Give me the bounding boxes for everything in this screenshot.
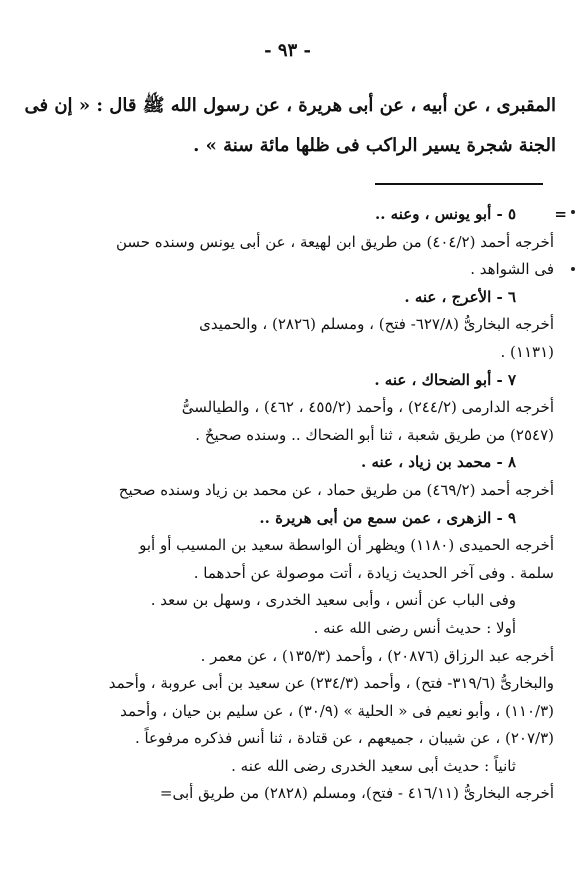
footnote-line: وفى الباب عن أنس ، وأبى سعيد الخدرى ، وسهل بن سعد . xyxy=(150,591,516,610)
footnote-line: أخرجه أحمد (٤٦٩/٢) من طريق حماد ، عن محمد بن زياد وسنده صحيح xyxy=(118,480,554,499)
footnote-continuation-mark: = xyxy=(554,205,567,223)
footnote-line: (١١٣١) . xyxy=(500,342,554,361)
edge-mark xyxy=(571,210,575,214)
footnote-line: أخرجه البخارىُّ (٤١٦/١١ - فتح)، ومسلم (٢٨٢٨) من طريق أبى= xyxy=(159,784,554,803)
footnote-line: أخرجه الحميدى (١١٨٠) ويظهر أن الواسطة سعيد بن المسيب أو أبو xyxy=(139,536,554,555)
footnote-separator xyxy=(375,183,543,185)
main-text xyxy=(24,86,556,166)
main-text-line: الجنة شجرة يسير الراكب فى ظلها مائة سنة » . xyxy=(193,135,556,156)
footnote-line: أخرجه البخارىُّ (٦٢٧/٨- فتح) ، ومسلم (٢٨٢٦) ، والحميدى xyxy=(199,315,554,334)
footnote-line: ثانياً : حديث أبى سعيد الخدرى رضى الله عنه . xyxy=(231,756,516,775)
footnote-line: أخرجه عبد الرزاق (٢٠٨٧٦) ، وأحمد (١٣٥/٣) ، عن معمر . xyxy=(200,646,554,665)
footnote-line: أخرجه أحمد (٤٠٤/٢) من طريق ابن لهيعة ، عن أبى يونس وسنده حسن xyxy=(115,232,554,251)
footnotes xyxy=(24,201,554,808)
page-number: - ٩٣ - xyxy=(264,40,311,61)
footnote-line: ٩ - الزهرى ، عمن سمع من أبى هريرة .. xyxy=(259,508,516,527)
edge-mark xyxy=(571,267,575,271)
footnote-line: أولا : حديث أنس رضى الله عنه . xyxy=(313,618,516,637)
footnote-line: ٦ - الأعرج ، عنه . xyxy=(404,287,516,306)
footnote-line: والبخارىُّ (٣١٩/٦- فتح) ، وأحمد (٢٣٤/٣) عن سعيد بن أبى عروبة ، وأحمد xyxy=(108,674,554,693)
footnote-line: (٢٠٧/٣) ، عن شيبان ، جميعهم ، عن قتادة ، ثنا أنس فذكره مرفوعاً . xyxy=(134,729,554,748)
footnote-line: (١١٠/٣) ، وأبو نعيم فى « الحلية » (٣٠/٩) ، عن سليم بن حيان ، وأحمد xyxy=(120,701,554,720)
footnote-line: (٢٥٤٧) من طريق شعبة ، ثنا أبو الضحاك .. وسنده صحيحٌ . xyxy=(195,425,554,444)
footnote-line: ٨ - محمد بن زياد ، عنه . xyxy=(361,453,516,472)
footnote-line: ٧ - أبو الضحاك ، عنه . xyxy=(374,370,516,389)
footnote-line: ٥ - أبو يونس ، وعنه .. xyxy=(375,205,516,223)
main-text-line: المقبرى ، عن أبيه ، عن أبى هريرة ، عن رسول الله ﷺ قال : « إن فى xyxy=(24,95,556,116)
footnote-line: سلمة . وفى آخر الحديث زيادة ، أتت موصولة عن أحدهما . xyxy=(193,563,554,582)
footnote-line: فى الشواهد . xyxy=(470,260,554,279)
footnote-line: أخرجه الدارمى (٢٤٤/٢) ، وأحمد (٤٥٥/٢ ، ٤٦٢) ، والطيالسىُّ xyxy=(181,398,554,417)
